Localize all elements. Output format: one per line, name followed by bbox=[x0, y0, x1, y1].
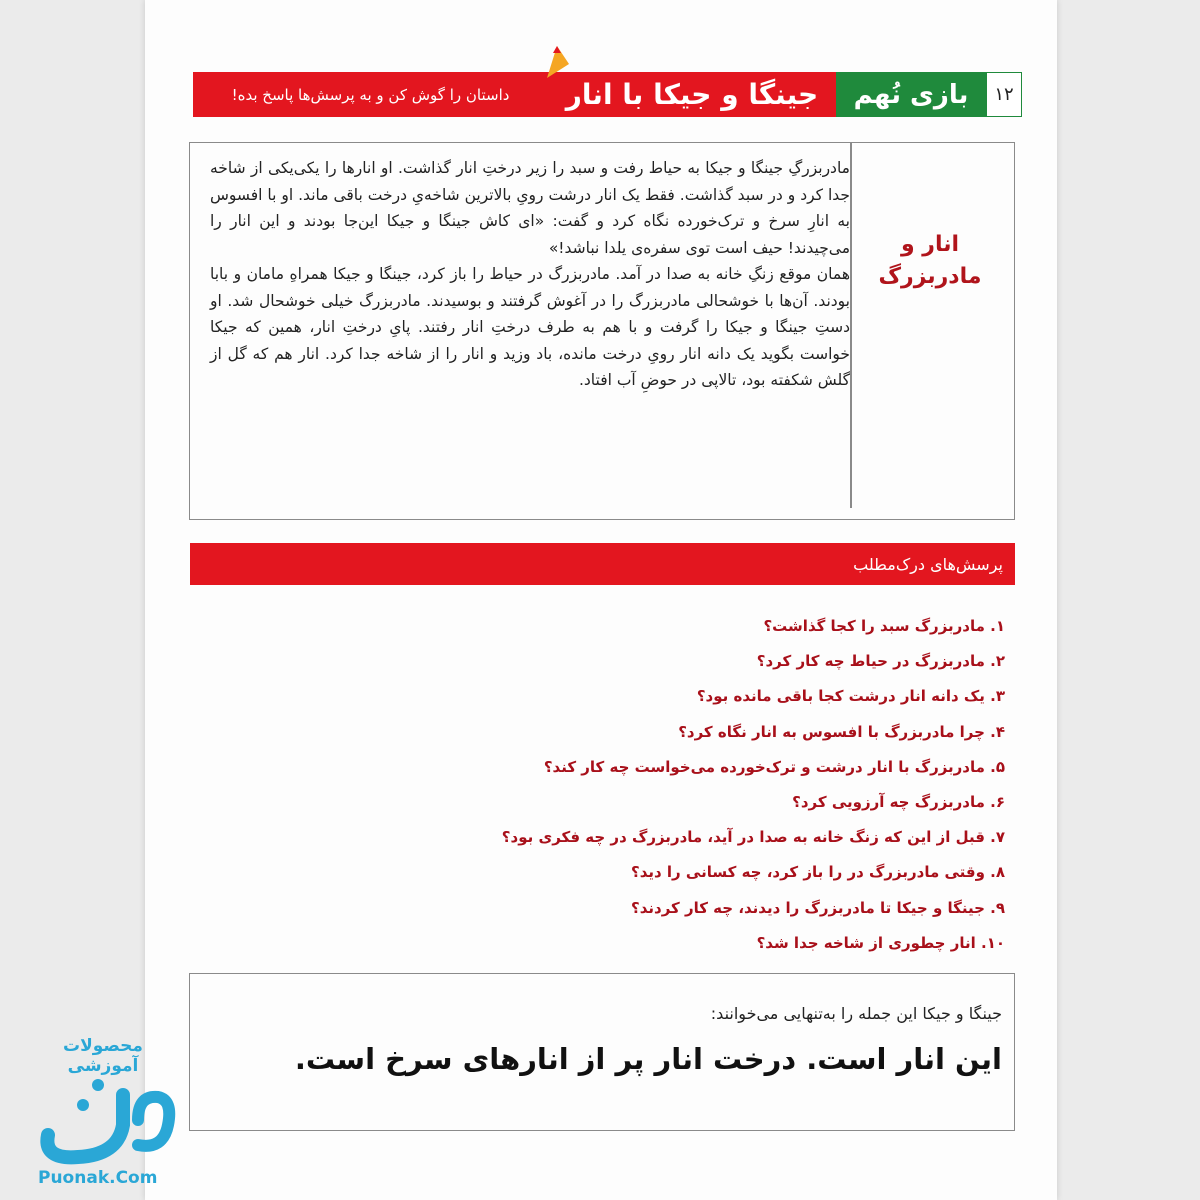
question-item: ۳. یک دانه انار درشت کجا باقی مانده بود؟ bbox=[696, 687, 1005, 706]
pencil-icon bbox=[543, 44, 573, 78]
story-paragraph-2: همان موقع زنگِ خانه به صدا در آمد. مادربزرگ در حیاط را باز کرد، جینگا و جیکا همراهِ مامان و بابا بودند. آن‌ها با خوشحالی مادربزرگ را در آغوش گرفتند و بوسیدند. مادربزرگ خیلی خوشحال شد. او دستِ جینگا و جیکا را گرفت و با هم به طرف درختِ انار رفتند. پایِ درختِ انار، همین که جیکا خواست بگوید یک دانه انار رویِ درخت مانده، باد وزید و انار را از شاخه جدا کرد. انار هم که گل از گلش شکفته بود، تالاپی در حوضِ آب افتاد. bbox=[210, 265, 850, 389]
story-divider bbox=[850, 143, 852, 508]
puonak-logo-icon bbox=[38, 1065, 178, 1165]
side-title-line-2: مادربزرگ bbox=[878, 264, 982, 289]
questions-heading: پرسش‌های درک‌مطلب bbox=[190, 543, 1015, 585]
story-side-title bbox=[860, 229, 1000, 293]
header-game-label: بازی نُهم bbox=[836, 72, 986, 117]
question-item: ۴. چرا مادربزرگ با افسوس به انار نگاه کرد؟ bbox=[678, 722, 1005, 741]
story-paragraph-1: مادربزرگِ جینگا و جیکا به حیاط رفت و سبد را زیر درختِ انار گذاشت. او انارها را یکی‌یکی از شاخه جدا کرد و در سبد گذاشت. فقط یک انار درشت رویِ بالاترین شاخه‌یِ درخت باقی ماند. او با افسوس به انارِ سرخ و ترک‌خورده نگاه کرد و گفت: «ای کاش جینگا و جیکا این‌جا بودند و این انار را می‌چیدند! حیف است توی سفره‌ی یلدا نباشد!» bbox=[210, 159, 850, 257]
book-page bbox=[145, 0, 1057, 1200]
header-title: جینگا و جیکا با انار bbox=[548, 72, 836, 117]
watermark-logo bbox=[0, 1030, 200, 1200]
reading-sentence: این انار است. درخت انار پر از انارهای سرخ است. bbox=[294, 1042, 1002, 1076]
reading-box bbox=[189, 973, 1015, 1131]
question-item: ۱. مادربزرگ سبد را کجا گذاشت؟ bbox=[763, 617, 1005, 635]
logo-tagline: محصولات آموزشی bbox=[63, 1036, 143, 1076]
question-item: ۲. مادربزرگ در حیاط چه کار کرد؟ bbox=[756, 652, 1005, 671]
question-item: ۱۰. انار چطوری از شاخه جدا شد؟ bbox=[756, 933, 1005, 952]
question-item: ۶. مادربزرگ چه آرزویی کرد؟ bbox=[792, 792, 1005, 811]
side-title-line-1: انار و bbox=[900, 232, 960, 257]
story-text bbox=[210, 155, 850, 394]
logo-site: Puonak.Com bbox=[38, 1168, 158, 1188]
questions-list bbox=[475, 609, 1005, 961]
page-number: ۱۲ bbox=[986, 72, 1022, 117]
story-box bbox=[189, 142, 1015, 520]
question-item: ۸. وقتی مادربزرگ در را باز کرد، چه کسانی را دید؟ bbox=[631, 863, 1005, 882]
page-header bbox=[193, 72, 1122, 117]
question-item: ۹. جینگا و جیکا تا مادربزرگ را دیدند، چه کار کردند؟ bbox=[631, 898, 1005, 917]
reading-intro: جینگا و جیکا این جمله را به‌تنهایی می‌خوانند: bbox=[710, 1004, 1002, 1023]
header-subtitle: داستان را گوش کن و به پرسش‌ها پاسخ بده! bbox=[193, 72, 548, 117]
question-item: ۵. مادربزرگ با انار درشت و ترک‌خورده می‌خواست چه کار کند؟ bbox=[543, 757, 1005, 776]
question-item: ۷. قبل از این که زنگ خانه به صدا در آید، مادربزرگ در چه فکری بود؟ bbox=[501, 828, 1005, 847]
